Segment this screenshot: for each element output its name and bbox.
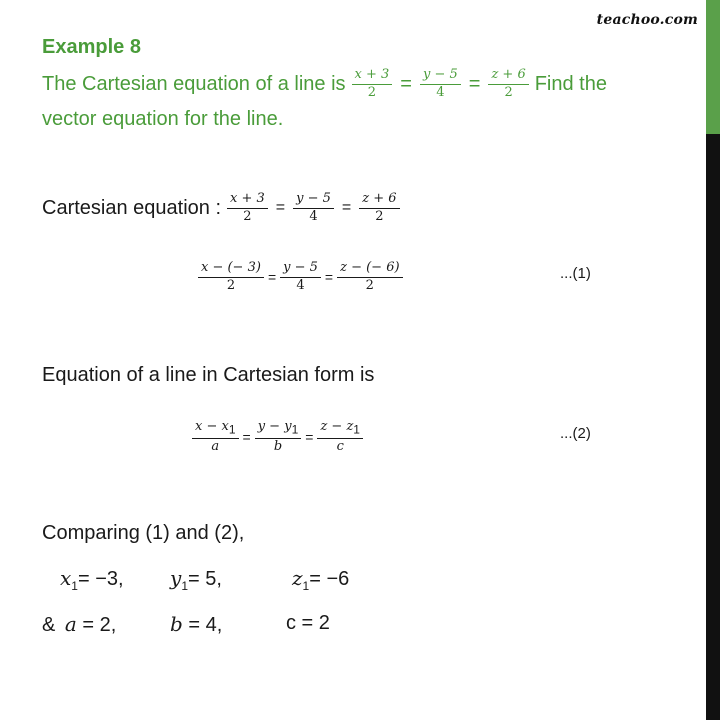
equals-sign: = [324, 269, 334, 285]
teachoo-logo: teachoo.com [596, 12, 698, 28]
cartesian-fraction-x: $\frac{x + 3}{2}$ [227, 192, 268, 224]
y1-value: $y_1= 5$, [170, 566, 222, 593]
sidebar-accent-bottom [706, 134, 720, 720]
equals-sign: = [468, 72, 481, 95]
values-row-2: & a = 2, b = 4, c = 2 [42, 612, 330, 636]
z1-value: $z_1= -6$ [292, 566, 350, 593]
equals-sign: = [275, 199, 286, 216]
a-value: = 2, [82, 614, 117, 636]
example-title: Example 8 [42, 36, 141, 58]
question-tail: Find the [534, 72, 607, 95]
equals-sign: = [305, 429, 314, 445]
cartesian-label: Cartesian equation : [42, 196, 222, 219]
cartesian-form-label: Equation of a line in Cartesian form is [42, 364, 375, 386]
question-line-2: vector equation for the line. [42, 108, 284, 130]
equals-sign: = [242, 429, 251, 445]
comparing-label: Comparing (1) and (2), [42, 522, 245, 544]
question-intro: The Cartesian equation of a line is [42, 72, 346, 95]
eq2-fraction-z: $\frac{z - z_1}{c}$ [317, 420, 363, 454]
cartesian-equation-line [42, 186, 402, 230]
b-value: b = 4, [170, 612, 223, 636]
question-fraction-x: $\frac{x + 3}{2}$ [352, 68, 393, 100]
equals-sign: = [267, 269, 277, 285]
eq1-fraction-z: $\frac{z - (- 6)}{2}$ [337, 261, 402, 293]
eq1-fraction-x: $\frac{x - (- 3)}{2}$ [198, 261, 264, 293]
equation-1-tag: ...(1) [560, 265, 591, 282]
eq2-fraction-x: $\frac{x - x_1}{a}$ [192, 420, 239, 454]
values-row-1 [60, 566, 350, 593]
question-line-1 [42, 64, 607, 104]
question-fraction-y: $\frac{y - 5}{4}$ [420, 68, 461, 100]
x1-value: $x_1= -3$, [60, 566, 124, 593]
equation-1 [196, 254, 405, 300]
sidebar-accent-top [706, 0, 720, 134]
eq2-fraction-y: $\frac{y - y_1}{b}$ [255, 420, 302, 454]
cartesian-fraction-z: $\frac{z + 6}{2}$ [359, 192, 399, 224]
equation-2-tag: ...(2) [560, 425, 591, 442]
cartesian-fraction-y: $\frac{y - 5}{4}$ [293, 192, 334, 224]
c-value: c = 2 [286, 612, 330, 634]
question-fraction-z: $\frac{z + 6}{2}$ [488, 68, 528, 100]
equals-sign: = [400, 72, 412, 95]
eq1-fraction-y: $\frac{y - 5}{4}$ [280, 261, 321, 293]
equals-sign: = [341, 199, 352, 216]
equation-2 [190, 414, 365, 460]
